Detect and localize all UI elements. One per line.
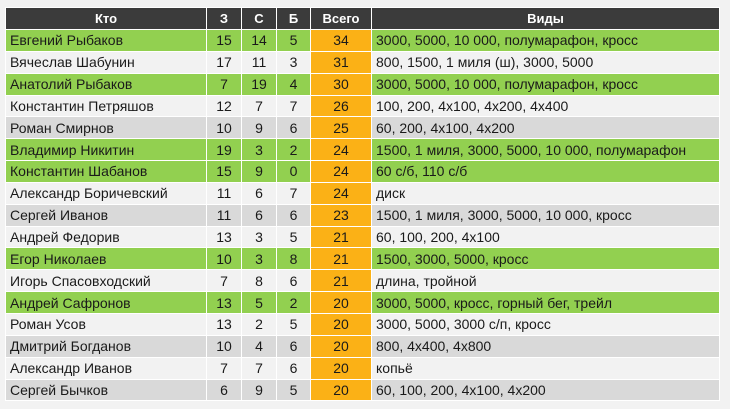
athlete-name: Роман Смирнов	[6, 117, 207, 139]
total-count: 26	[311, 95, 372, 117]
athlete-name: Игорь Спасовходский	[6, 270, 207, 292]
gold-count: 17	[207, 51, 242, 73]
gold-count: 7	[207, 357, 242, 379]
silver-count: 6	[242, 182, 277, 204]
events-list: 60, 200, 4х100, 4х200	[372, 117, 720, 139]
total-count: 24	[311, 139, 372, 161]
total-count: 25	[311, 117, 372, 139]
gold-count: 13	[207, 292, 242, 314]
bronze-count: 6	[277, 335, 311, 357]
table-row	[6, 95, 720, 117]
silver-count: 7	[242, 95, 277, 117]
silver-count: 3	[242, 139, 277, 161]
silver-count: 9	[242, 117, 277, 139]
events-list: 3000, 5000, кросс, горный бег, трейл	[372, 292, 720, 314]
bronze-count: 0	[277, 161, 311, 183]
gold-count: 12	[207, 95, 242, 117]
table-row	[6, 73, 720, 95]
gold-count: 10	[207, 335, 242, 357]
events-list: 60 с/б, 110 с/б	[372, 161, 720, 183]
bronze-count: 5	[277, 379, 311, 401]
athlete-name: Константин Петряшов	[6, 95, 207, 117]
silver-count: 9	[242, 379, 277, 401]
bronze-count: 6	[277, 357, 311, 379]
total-count: 21	[311, 226, 372, 248]
total-count: 24	[311, 182, 372, 204]
table-row	[6, 182, 720, 204]
events-list: 800, 1500, 1 миля (ш), 3000, 5000	[372, 51, 720, 73]
athlete-name: Александр Иванов	[6, 357, 207, 379]
table-row	[6, 248, 720, 270]
header-silver: С	[242, 8, 277, 30]
athlete-name: Евгений Рыбаков	[6, 30, 207, 52]
silver-count: 4	[242, 335, 277, 357]
bronze-count: 5	[277, 313, 311, 335]
table-row	[6, 139, 720, 161]
athlete-name: Андрей Федорив	[6, 226, 207, 248]
gold-count: 10	[207, 248, 242, 270]
events-list: диск	[372, 182, 720, 204]
bronze-count: 8	[277, 248, 311, 270]
total-count: 20	[311, 292, 372, 314]
silver-count: 3	[242, 226, 277, 248]
total-count: 21	[311, 248, 372, 270]
table-body	[6, 30, 720, 401]
silver-count: 3	[242, 248, 277, 270]
events-list: 60, 100, 200, 4х100	[372, 226, 720, 248]
header-total: Всего	[311, 8, 372, 30]
gold-count: 10	[207, 117, 242, 139]
total-count: 20	[311, 335, 372, 357]
gold-count: 11	[207, 182, 242, 204]
athlete-name: Вячеслав Шабунин	[6, 51, 207, 73]
total-count: 34	[311, 30, 372, 52]
gold-count: 15	[207, 161, 242, 183]
header-row	[6, 8, 720, 30]
header-events: Виды	[372, 8, 720, 30]
events-list: длина, тройной	[372, 270, 720, 292]
events-list: 1500, 1 миля, 3000, 5000, 10 000, полумарафон	[372, 139, 720, 161]
athlete-name: Андрей Сафронов	[6, 292, 207, 314]
athlete-name: Сергей Бычков	[6, 379, 207, 401]
total-count: 20	[311, 313, 372, 335]
header-who: Кто	[6, 8, 207, 30]
bronze-count: 3	[277, 51, 311, 73]
events-list: 1500, 1 миля, 3000, 5000, 10 000, кросс	[372, 204, 720, 226]
total-count: 30	[311, 73, 372, 95]
table-row	[6, 379, 720, 401]
gold-count: 13	[207, 313, 242, 335]
events-list: 1500, 3000, 5000, кросс	[372, 248, 720, 270]
events-list: 100, 200, 4х100, 4х200, 4х400	[372, 95, 720, 117]
bronze-count: 7	[277, 95, 311, 117]
silver-count: 5	[242, 292, 277, 314]
silver-count: 2	[242, 313, 277, 335]
total-count: 21	[311, 270, 372, 292]
athlete-name: Константин Шабанов	[6, 161, 207, 183]
silver-count: 9	[242, 161, 277, 183]
athlete-name: Егор Николаев	[6, 248, 207, 270]
table-row	[6, 51, 720, 73]
bronze-count: 6	[277, 117, 311, 139]
table-row	[6, 313, 720, 335]
athlete-name: Роман Усов	[6, 313, 207, 335]
bronze-count: 7	[277, 182, 311, 204]
gold-count: 6	[207, 379, 242, 401]
athlete-name: Владимир Никитин	[6, 139, 207, 161]
table-row	[6, 270, 720, 292]
athlete-name: Сергей Иванов	[6, 204, 207, 226]
bronze-count: 2	[277, 139, 311, 161]
athlete-name: Анатолий Рыбаков	[6, 73, 207, 95]
total-count: 20	[311, 357, 372, 379]
header-bronze: Б	[277, 8, 311, 30]
events-list: 60, 100, 200, 4х100, 4х200	[372, 379, 720, 401]
silver-count: 6	[242, 204, 277, 226]
table-row	[6, 30, 720, 52]
table-header	[6, 8, 720, 30]
bronze-count: 5	[277, 30, 311, 52]
athlete-name: Александр Боричевский	[6, 182, 207, 204]
total-count: 20	[311, 379, 372, 401]
total-count: 31	[311, 51, 372, 73]
events-list: 3000, 5000, 3000 с/п, кросс	[372, 313, 720, 335]
silver-count: 19	[242, 73, 277, 95]
total-count: 24	[311, 161, 372, 183]
table-row	[6, 204, 720, 226]
events-list: 3000, 5000, 10 000, полумарафон, кросс	[372, 30, 720, 52]
total-count: 23	[311, 204, 372, 226]
silver-count: 8	[242, 270, 277, 292]
table-row	[6, 161, 720, 183]
silver-count: 11	[242, 51, 277, 73]
events-list: копьё	[372, 357, 720, 379]
silver-count: 7	[242, 357, 277, 379]
header-gold: З	[207, 8, 242, 30]
table-row	[6, 357, 720, 379]
table-row	[6, 292, 720, 314]
table-row	[6, 335, 720, 357]
events-list: 800, 4х400, 4х800	[372, 335, 720, 357]
athlete-name: Дмитрий Богданов	[6, 335, 207, 357]
gold-count: 15	[207, 30, 242, 52]
bronze-count: 5	[277, 226, 311, 248]
table-row	[6, 226, 720, 248]
bronze-count: 6	[277, 270, 311, 292]
bronze-count: 2	[277, 292, 311, 314]
gold-count: 7	[207, 73, 242, 95]
events-list: 3000, 5000, 10 000, полумарафон, кросс	[372, 73, 720, 95]
gold-count: 7	[207, 270, 242, 292]
bronze-count: 6	[277, 204, 311, 226]
gold-count: 13	[207, 226, 242, 248]
gold-count: 11	[207, 204, 242, 226]
table-row	[6, 117, 720, 139]
silver-count: 14	[242, 30, 277, 52]
medals-table	[5, 7, 720, 401]
gold-count: 19	[207, 139, 242, 161]
bronze-count: 4	[277, 73, 311, 95]
